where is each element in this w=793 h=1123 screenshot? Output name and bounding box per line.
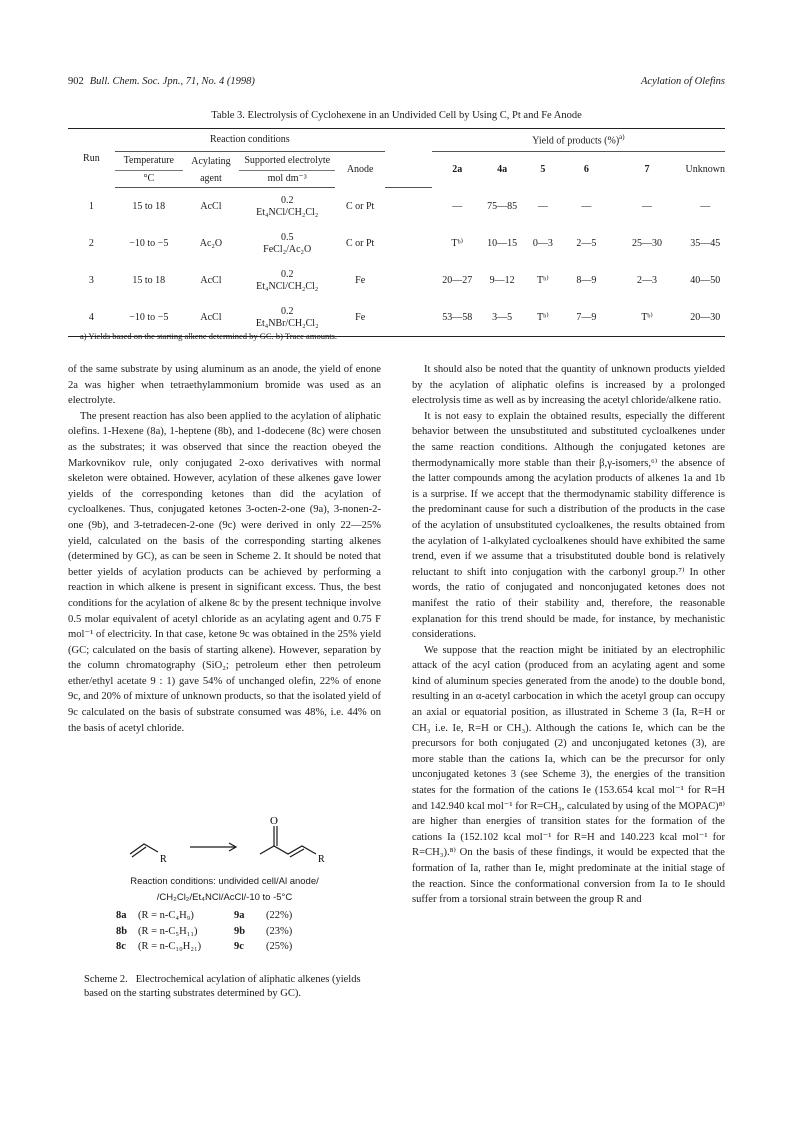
table-footnote: a) Yields based on the starting alkene determined by GC. b) Trace amounts. — [80, 331, 337, 341]
running-head — [68, 76, 725, 90]
scheme-caption: Scheme 2. Electrochemical acylation of aliphatic alkenes (yields based on the starting substrates determined by GC). — [84, 974, 361, 999]
header-product-7: 7 — [644, 164, 650, 175]
paragraph: It is not easy to explain the obtained results, especially the different behavior between the unsubstituted and substituted cycloalkenes under the same reaction conditions. Although the conjugated ketones are thermodynamically more stable than their β,γ-isomers,⁶⁾ the absence of the latter compounds among the acylation products of alkenes 1a and 1b is a surprise. If we accept that the thermodynamic stability difference is the predominant cause for such a distribution of the products in the case of the acylation of unsubstituted cycloalkenes, the results obtained from the acylation of 1-alkylated cycloalkenes should have exhibited the same trend, even if we assume that a trisubstituted double bond is relatively reluctant to shift into conjugation with the carbonyl group.⁷⁾ In other words, the ratio of conjugated and nonconjugated ketones does not manifest the ratio of their stability and, therefore, the reasonable explanation for this trend should be made, for instance, by mechanistic considerations. — [412, 410, 725, 641]
left-column — [68, 362, 381, 736]
table-row: 4 −10 to −5 AcCl 0.2 Et₄NBr/CH₂Cl₂ Fe 53—58 3—5 Tᵇ⁾ 7—9 Tᵇ⁾ 20—30 — [68, 299, 725, 337]
header-reaction-conditions: Reaction conditions — [115, 129, 385, 152]
paragraph: of the same substrate by using aluminum as an anode, the yield of enone 2a was higher when tetraethylammonium bromide was used as an electrolyte. — [68, 364, 381, 407]
header-product-5: 5 — [540, 164, 546, 175]
reaction-conditions: /CH₂Cl₂/Et₄NCl/AcCl/-10 to -5°C — [156, 892, 293, 903]
header-agent: agent — [183, 171, 239, 188]
header-yield: Yield of products (%)$^{a)}$ — [432, 129, 725, 152]
table-row: 2 −10 to −5 Ac₂O 0.5 FeCl₂/Ac₂O C or Pt Tᵇ⁾ 10—15 0—3 2—5 25—30 35—45 — [88, 232, 721, 255]
svg-text:O: O — [270, 815, 278, 827]
reaction-conditions: Reaction conditions: undivided cell/Al anode/ — [130, 876, 319, 887]
header-product-6: 6 — [583, 164, 589, 175]
results-table — [68, 128, 725, 337]
table-row: 1 15 to 18 AcCl 0.2 Et₄NCl/CH₂Cl₂ C or Pt — 75—85 — — — — — [88, 195, 711, 218]
journal-citation: Bull. Chem. Soc. Jpn., 71, No. 4 (1998) — [89, 76, 255, 87]
header-product-4a: 4a — [497, 164, 508, 175]
reaction-scheme-drawing — [68, 792, 381, 867]
paragraph: We suppose that the reaction might be initiated by an electrophilic attack of the acyl cation (produced from an acylating agent and some kind of aluminum species generated from the anode) to the double bond, resulting in an α-acetyl carbocation in which the acetyl group can occupy an axial or equatorial position, as illustrated in Scheme 3 (Ia, R=H or CH₃ i.e. Ie, R=H or CH₃). Although the cations Ie, which can be the precursors for both conjugated (2) and unconjugated ketones (3), are more stable than the cations Ia, which can be the precursor for only unconjugated ketones 3 (see Scheme 3), the energies of the transition states for the formation of the cations Ie (153.654 kcal mol⁻¹ for R=H and 142.940 kcal mol⁻¹ for R=CH₃, calculated by using of the MOPAC)⁸⁾ are higher than energies of transition states for the formation of the cations Ia (152.102 kcal mol⁻¹ for R=H and 140.223 kcal mol⁻¹ for R=CH₃).⁸⁾ On the basis of these findings, it would be expected that the formation of Ia, rather than Ie, might predominate at the initial stage of the reaction. Since the conformational conversion from Ia to Ie should suffer from a torsional strain between the group R and — [412, 644, 725, 906]
svg-text:R: R — [318, 854, 325, 865]
list-item: 8b (R = n-C₅H₁₁) 9b (23%) — [116, 925, 293, 937]
header-electrolyte-unit: mol dm⁻³ — [239, 171, 335, 188]
enone-product-structure — [260, 846, 316, 854]
page-number: 902 — [68, 76, 84, 87]
header-acylating: Acylating — [191, 155, 231, 167]
table-caption: Table 3. Electrolysis of Cyclohexene in an Undivided Cell by Using C, Pt and Fe Anode — [211, 110, 582, 121]
list-item: 8c (R = n-C₁₀H₂₁) 9c (25%) — [116, 941, 293, 952]
right-column — [412, 362, 725, 908]
substrate-product-list — [116, 910, 356, 957]
header-anode: Anode — [346, 164, 374, 175]
header-temperature: Temperature — [115, 152, 183, 171]
header-temperature-unit: °C — [115, 171, 183, 188]
header-unknown: Unknown — [685, 164, 725, 175]
list-item: 8a (R = n-C₄H₉) 9a (22%) — [116, 910, 293, 921]
svg-text:R: R — [160, 854, 167, 865]
scheme-2 — [68, 792, 381, 1022]
header-run: Run — [68, 129, 115, 188]
section-title: Acylation of Olefins — [641, 76, 725, 87]
header-product-2a: 2a — [452, 164, 463, 175]
paragraph: It should also be noted that the quantity of unknown products yielded by the acylation of aliphatic olefins is increased by a prolonged electrolysis time as well as by increasing the acetyl chloride/alkene ratio. — [412, 364, 725, 407]
paragraph: The present reaction has also been applied to the acylation of aliphatic olefins. 1-Hexene (8a), 1-heptene (8b), and 1-dodecene (8c) were chosen as the substrates; it was observed that since the reaction obeyed the Markovnikov rule, only conjugated 2-oxo derivatives with normal skeleton were obtained. However, acylation of these alkenes gave lower yields of the corresponding ketones than did the acylation of cycloalkenes. Thus, conjugated ketones 3-octen-2-one (9a), 3-nonen-2-one (9b), and 3-tetradecen-2-one (9c) were derived in only 22—25% yield, calculated on the basis of the corresponding starting alkenes (determined by GC), as can be seen in Scheme 2. It should be noted that better yields of acylation products can be achieved by performing a reaction in which alkene is present in significant excess. Thus, the best conditions for the acylation of alkene 8c by the present technique involve 0.5 molar equivalent of acetyl chloride as an acylating agent and 0.75 F mol⁻¹ of electricity. In that case, ketone 9c was obtained in the 25% yield (GC; calculated on the basis of starting alkene). However, separation by the column chromatography (SiO₂; petroleum ether then petroleum ether/ethyl acetate 9 : 1) gave 54% of unchanged olefin, 22% of enone 9c, and 20% of mixture of unknown products, so that the isolated yield of 9c calculated on the basis of substrate consumed was 48%, i.e. 44% on the basis of acetyl chloride. — [68, 410, 381, 734]
table-row: 3 15 to 18 AcCl 0.2 Et₄NCl/CH₂Cl₂ Fe 20—27 9—12 Tᵇ⁾ 8—9 2—3 40—50 — [88, 269, 721, 292]
header-electrolyte: Supported electrolyte — [239, 152, 335, 171]
